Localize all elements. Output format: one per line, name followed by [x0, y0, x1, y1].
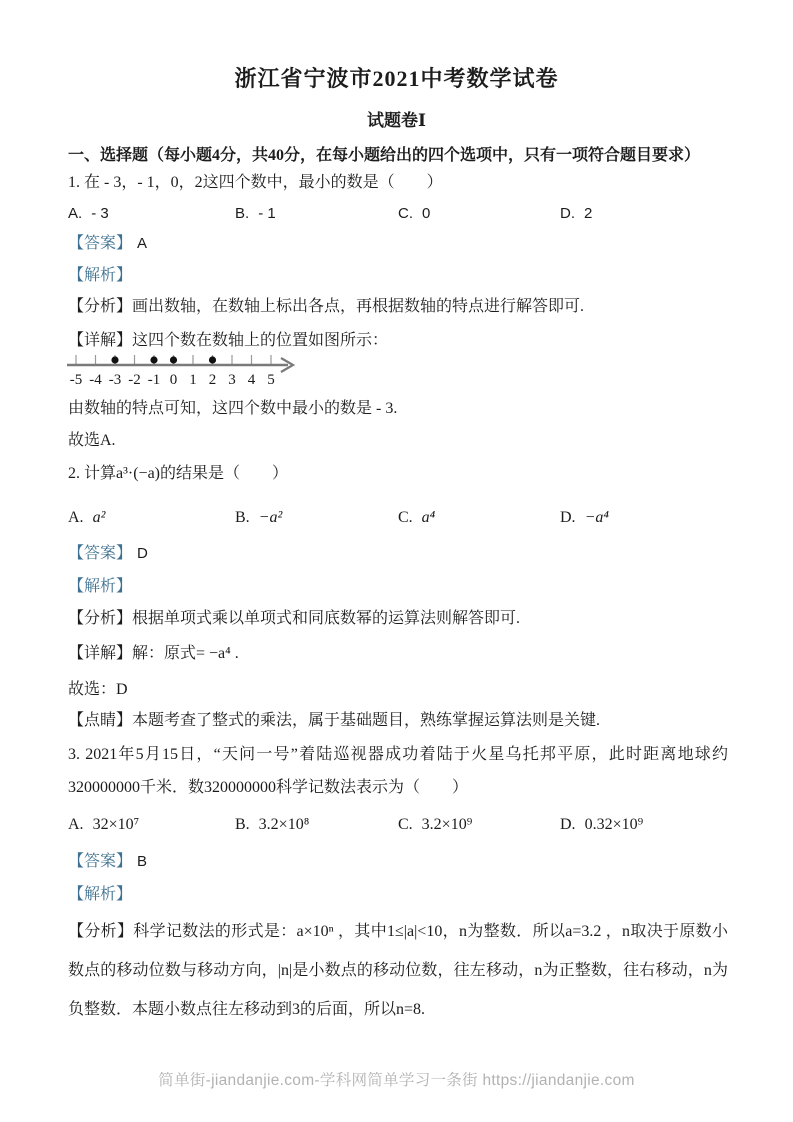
question-1-jiexi [68, 265, 728, 286]
jiexi-label: 【解析】 [68, 267, 133, 284]
svg-text:-4: -4 [89, 372, 102, 388]
question-3-fenxi: 【分析】科学记数法的形式是：a×10ⁿ ，其中1≤|a|<10，n为整数．所以a=3.2 ，n取决于原数小数点的移动位数与移动方向，|n|是小数点的移动位数，往左移动，n为正整数，往右移动，n为负整数．本题小数点往左移动到3的后面，所以n=8. [68, 923, 728, 1018]
answer-letter: D [137, 545, 148, 562]
option-d-label: D. [560, 509, 576, 526]
question-1-xiangjie: 【详解】这四个数在数轴上的位置如图所示： [68, 332, 389, 349]
answer-label: 【答案】 [68, 545, 133, 562]
question-1-options [68, 203, 728, 225]
option-a-value: a² [92, 509, 106, 526]
svg-text:3: 3 [228, 372, 236, 388]
option-b [235, 203, 398, 225]
answer-letter: A [137, 235, 148, 252]
number-line-figure [64, 350, 308, 401]
question-3-answer [68, 851, 728, 872]
option-a-label: A. [68, 509, 84, 526]
question-2-text: 2. 计算a³·(−a)的结果是（ ） [68, 465, 289, 482]
svg-text:5: 5 [267, 372, 275, 388]
option-a [68, 203, 235, 225]
option-a-label: A. [68, 816, 84, 833]
option-b-label: B. [235, 509, 250, 526]
option-c-value: 0 [422, 205, 431, 222]
option-d-label: D. [560, 816, 576, 833]
paper-subtitle: 试题卷Ⅰ [367, 111, 426, 130]
option-a-value: 32×10⁷ [92, 816, 140, 833]
question-1-answer [68, 233, 728, 254]
option-b-value: 3.2×10⁸ [258, 816, 310, 833]
option-d-value: 0.32×10⁹ [584, 816, 644, 833]
option-b-label: B. [235, 816, 250, 833]
option-a [68, 814, 235, 836]
question-2-choice: 故选：D [68, 681, 128, 698]
question-3-options [68, 814, 728, 836]
option-d [560, 507, 728, 529]
option-d-value: −a⁴ [584, 509, 609, 526]
option-a-value: - 3 [91, 205, 109, 222]
option-b-value: −a² [258, 509, 283, 526]
question-2-jiexi [68, 576, 728, 597]
svg-text:-1: -1 [147, 372, 161, 388]
option-c [398, 814, 560, 836]
option-b [235, 507, 398, 529]
svg-text:-3: -3 [108, 372, 122, 388]
option-b [235, 814, 398, 836]
answer-letter: B [137, 853, 148, 870]
option-d-label: D. [560, 205, 575, 222]
section-heading: 一、选择题（每小题4分，共40分，在每小题给出的四个选项中，只有一项符合题目要求） [68, 147, 701, 164]
question-2-answer [68, 543, 728, 564]
question-2-options [68, 507, 728, 529]
question-1-conclusion: 由数轴的特点可知，这四个数中最小的数是 - 3. [68, 400, 398, 417]
option-c-label: C. [398, 816, 413, 833]
svg-text:2: 2 [208, 372, 217, 388]
jiexi-label: 【解析】 [68, 578, 133, 595]
option-a-label: A. [68, 205, 83, 222]
jiexi-label: 【解析】 [68, 886, 133, 903]
question-3-text: 3. 2021年5月15日，“天问一号”着陆巡视器成功着陆于火星乌托邦平原，此时距离地球约320000000千米．数320000000科学记数法表示为（ ） [68, 746, 728, 796]
option-c-value: 3.2×10⁹ [421, 816, 473, 833]
svg-text:-5: -5 [69, 372, 83, 388]
option-c-label: C. [398, 509, 413, 526]
question-1-text: 1. 在 - 3，- 1，0，2这四个数中，最小的数是（ ） [68, 174, 443, 191]
option-c [398, 203, 560, 225]
svg-text:-2: -2 [128, 372, 141, 388]
question-2-dianjing: 【点睛】本题考查了整式的乘法，属于基础题目，熟练掌握运算法则是关键. [68, 712, 601, 729]
question-1-choice: 故选A. [68, 432, 116, 449]
option-d [560, 814, 728, 836]
option-a [68, 507, 235, 529]
answer-label: 【答案】 [68, 853, 133, 870]
answer-label: 【答案】 [68, 235, 133, 252]
option-c-label: C. [398, 205, 413, 222]
question-2-xiangjie: 【详解】解：原式= −a⁴ . [68, 645, 239, 662]
svg-text:1: 1 [189, 372, 197, 388]
question-1-fenxi: 【分析】画出数轴，在数轴上标出各点，再根据数轴的特点进行解答即可. [68, 298, 585, 315]
number-line-svg [64, 350, 308, 396]
question-3-jiexi [68, 884, 728, 905]
option-d-value: 2 [584, 205, 593, 222]
svg-text:4: 4 [247, 372, 256, 388]
footer-watermark: 简单街-jiandanjie.com-学科网简单学习一条街 https://jiandanjie.com [158, 1072, 635, 1089]
svg-text:0: 0 [169, 372, 178, 388]
option-c [398, 507, 560, 529]
question-2-fenxi: 【分析】根据单项式乘以单项式和同底数幂的运算法则解答即可. [68, 610, 521, 627]
option-c-value: a⁴ [421, 509, 436, 526]
option-d [560, 203, 728, 225]
page-title: 浙江省宁波市2021中考数学试卷 [234, 66, 559, 91]
option-b-value: - 1 [258, 205, 276, 222]
option-b-label: B. [235, 205, 250, 222]
